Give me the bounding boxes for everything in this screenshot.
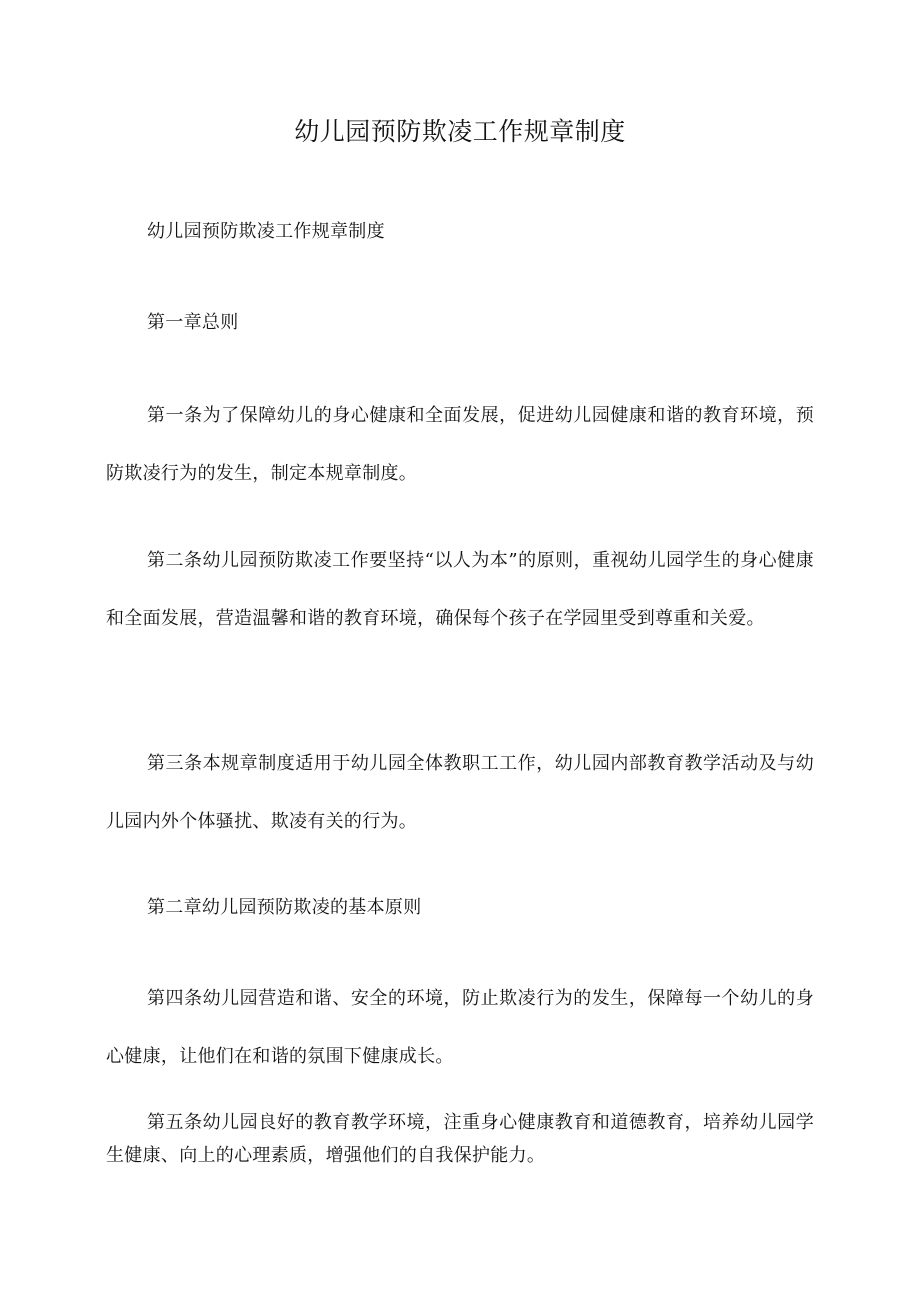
paragraph-chapter-2-heading: 第二章幼儿园预防欺凌的基本原则: [147, 897, 422, 918]
paragraph-article-5: 第五条幼儿园良好的教育教学环境，注重身心健康教育和道德教育，培养幼儿园学生健康、向上的心理素质，增强他们的自我保护能力。: [106, 1112, 814, 1166]
paragraph-article-4: 第四条幼儿园营造和谐、安全的环境，防止欺凌行为的发生，保障每一个幼儿的身心健康，让他们在和谐的氛围下健康成长。: [106, 988, 814, 1067]
document-title: 幼儿园预防欺凌工作规章制度: [294, 117, 626, 146]
paragraph-article-3: 第三条本规章制度适用于幼儿园全体教职工工作，幼儿园内部教育教学活动及与幼儿园内外个体骚扰、欺凌有关的行为。: [106, 753, 814, 832]
paragraph-chapter-1-heading: 第一章总则: [147, 312, 239, 333]
paragraph-subtitle: 幼儿园预防欺凌工作规章制度: [147, 221, 385, 242]
paragraph-article-2: 第二条幼儿园预防欺凌工作要坚持“以人为本”的原则，重视幼儿园学生的身心健康和全面发展，营造温馨和谐的教育环境，确保每个孩子在学园里受到尊重和关爱。: [106, 550, 814, 629]
paragraph-article-1: 第一条为了保障幼儿的身心健康和全面发展，促进幼儿园健康和谐的教育环境，预防欺凌行为的发生，制定本规章制度。: [106, 405, 814, 484]
